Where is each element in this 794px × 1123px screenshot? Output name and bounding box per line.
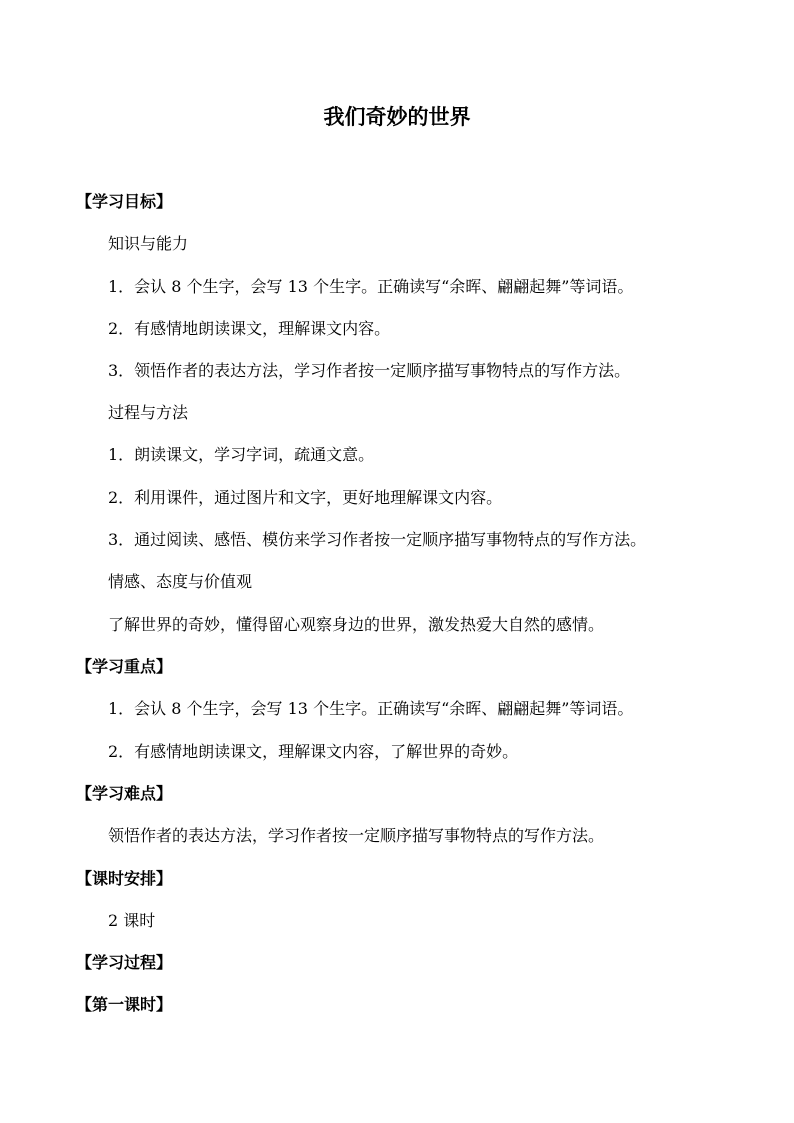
subheading-knowledge-ability: 知识与能力 [108,234,189,253]
heading-learning-process: 【学习过程】 [76,953,173,972]
goal-process-item-2: 2．利用课件，通过图片和文字，更好地理解课文内容。 [108,488,503,507]
subheading-emotion-values: 情感、态度与价值观 [108,572,253,591]
goal-process-item-1: 1．朗读课文，学习字词，疏通文意。 [108,445,375,464]
key-point-item-2: 2．有感情地朗读课文，理解课文内容，了解世界的奇妙。 [108,742,519,761]
subheading-process-method: 过程与方法 [108,403,189,422]
goal-knowledge-item-3: 3．领悟作者的表达方法，学习作者按一定顺序描写事物特点的写作方法。 [108,361,631,380]
heading-difficulties: 【学习难点】 [76,784,173,803]
goal-process-item-3: 3．通过阅读、感悟、模仿来学习作者按一定顺序描写事物特点的写作方法。 [108,530,647,549]
goal-emotion-text: 了解世界的奇妙，懂得留心观察身边的世界，激发热爱大自然的感情。 [108,615,605,634]
goal-knowledge-item-2: 2．有感情地朗读课文，理解课文内容。 [108,319,391,338]
heading-schedule: 【课时安排】 [76,869,173,888]
heading-learning-goals: 【学习目标】 [76,192,173,211]
difficulties-text: 领悟作者的表达方法，学习作者按一定顺序描写事物特点的写作方法。 [108,826,605,845]
goal-knowledge-item-1: 1．会认 8 个生字，会写 13 个生字。正确读写“余晖、翩翩起舞”等词语。 [108,277,634,296]
key-point-item-1: 1．会认 8 个生字，会写 13 个生字。正确读写“余晖、翩翩起舞”等词语。 [108,699,634,718]
document-title: 我们奇妙的世界 [323,104,471,129]
heading-key-points: 【学习重点】 [76,657,173,676]
schedule-text: 2 课时 [108,911,156,930]
heading-first-lesson: 【第一课时】 [76,995,173,1014]
